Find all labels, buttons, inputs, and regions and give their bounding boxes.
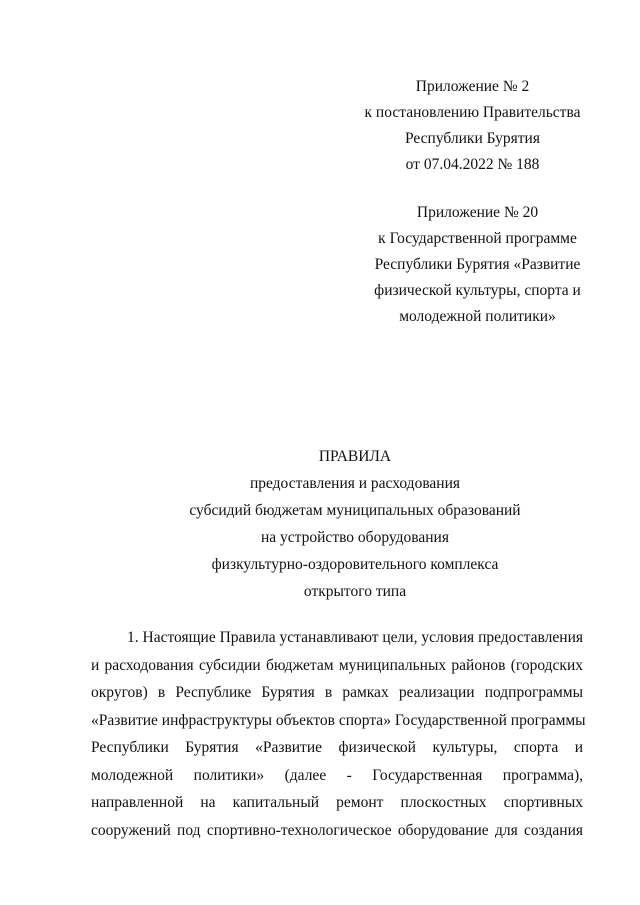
paragraph-line: Республики Бурятия «Развитие физической культуры, спорта и bbox=[91, 739, 583, 756]
rules-subtitle-line: физкультурно-оздоровительного комплекса bbox=[211, 556, 499, 573]
appendix-20-line: молодежной политики» bbox=[399, 308, 556, 325]
appendix-20-line: Республики Бурятия «Развитие bbox=[374, 256, 581, 273]
appendix-2-line: от 07.04.2022 № 188 bbox=[405, 156, 540, 173]
paragraph-line: молодежной политики» (далее - Государственная программа), bbox=[91, 766, 583, 784]
paragraph-line: 1. Настоящие Правила устанавливают цели, условия предоставления bbox=[127, 629, 583, 646]
rules-subtitle-line: на устройство оборудования bbox=[261, 529, 449, 546]
paragraph-line: и расходования субсидии бюджетам муниципальных районов (городских bbox=[91, 656, 583, 674]
appendix-2-line: Приложение № 2 bbox=[415, 78, 530, 95]
rules-heading bbox=[150, 443, 560, 605]
paragraph-line: округов) в Республике Бурятия в рамках реализации подпрограммы bbox=[91, 684, 583, 701]
rules-subtitle-line: предоставления и расходования bbox=[249, 475, 461, 492]
rules-subtitle-line: субсидий бюджетам муниципальных образований bbox=[189, 502, 521, 519]
paragraph-line: направленной на капитальный ремонт плоскостных спортивных bbox=[91, 794, 583, 811]
paragraph-1 bbox=[91, 624, 586, 844]
appendix-20-line: к Государственной программе bbox=[378, 230, 577, 247]
appendix-2-line: Республики Бурятия bbox=[405, 130, 540, 147]
appendix-20-header bbox=[360, 200, 595, 330]
paragraph-line: сооружений под спортивно-технологическое оборудование для создания bbox=[91, 821, 583, 839]
paragraph-line: «Развитие инфраструктуры объектов спорта» Государственной программы bbox=[91, 711, 586, 729]
appendix-20-line: физической культуры, спорта и bbox=[374, 282, 581, 299]
appendix-20-line: Приложение № 20 bbox=[416, 204, 539, 221]
appendix-2-header bbox=[360, 74, 585, 178]
rules-title: ПРАВИЛА bbox=[318, 448, 392, 465]
appendix-2-line: к постановлению Правительства bbox=[364, 104, 581, 121]
rules-subtitle-line: открытого типа bbox=[303, 583, 407, 600]
